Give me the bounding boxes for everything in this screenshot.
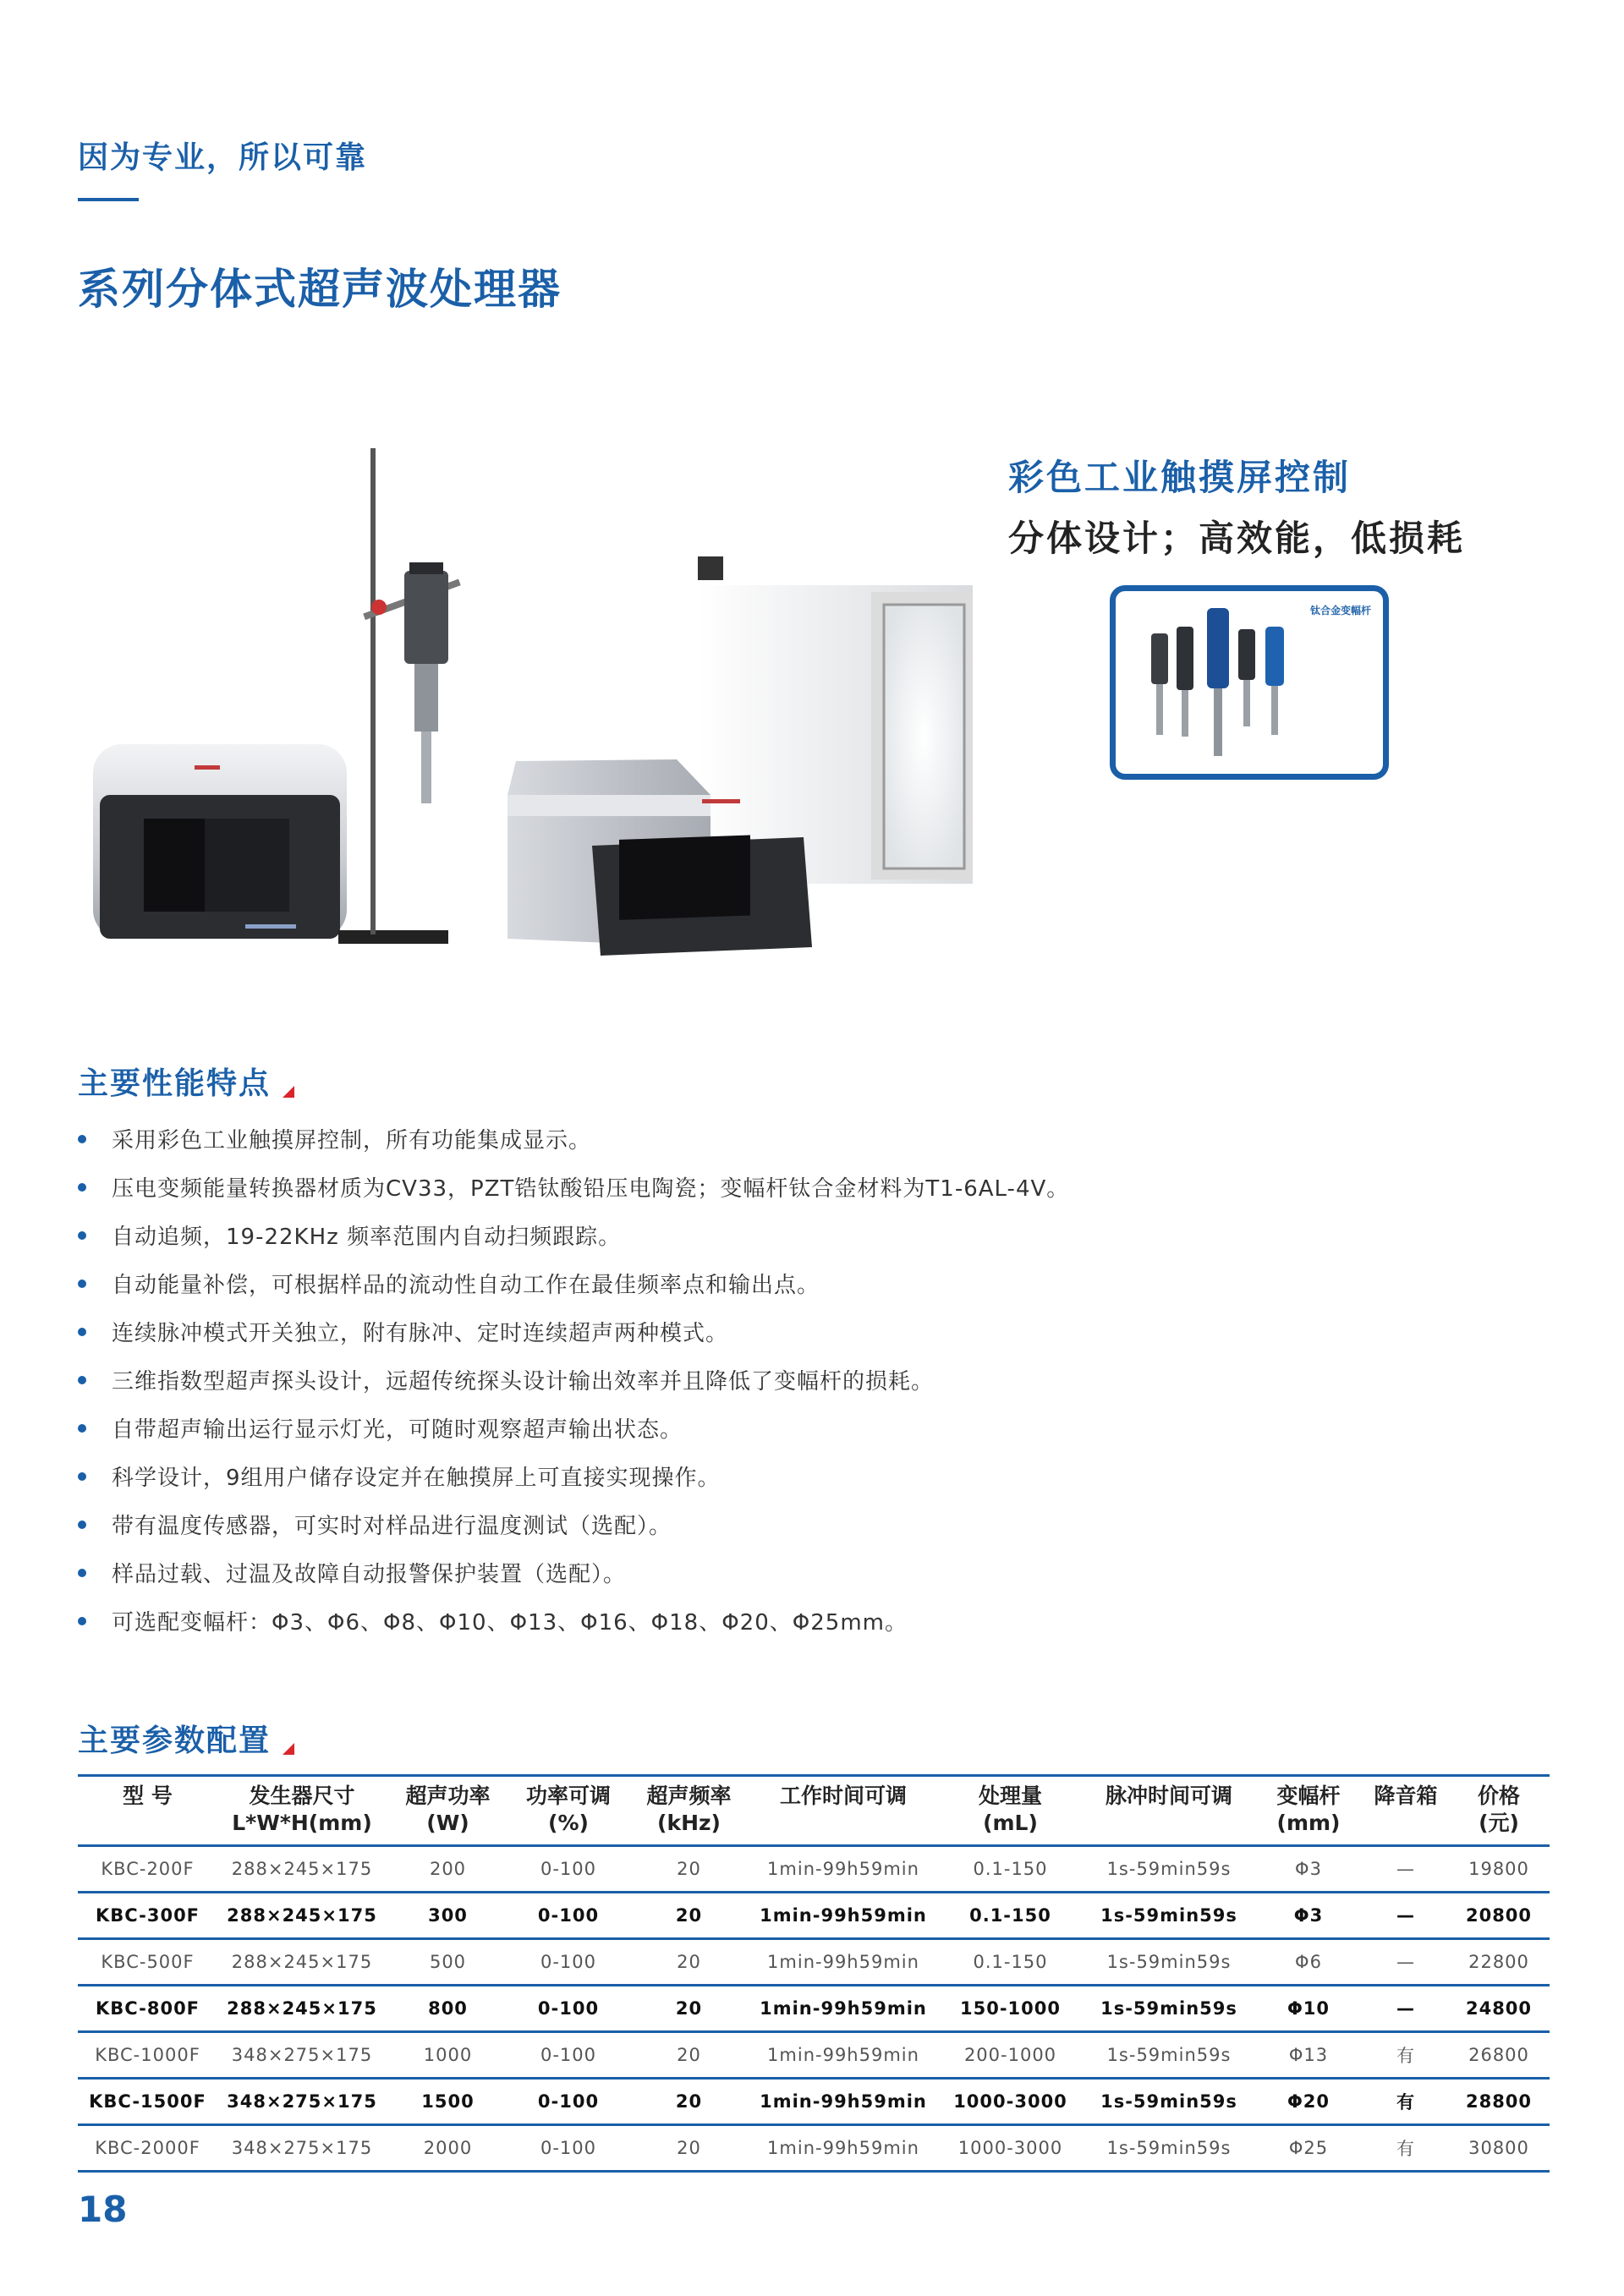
table-cell: 1min-99h59min — [760, 1904, 927, 1926]
table-cell: Φ6 — [1295, 1951, 1322, 1972]
table-cell: 348×275×175 — [227, 2091, 377, 2112]
table-cell: Φ25 — [1288, 2137, 1329, 2158]
table-cell: 20 — [675, 2091, 703, 2112]
bullet-icon — [78, 1280, 86, 1288]
bullet-icon — [78, 1521, 86, 1529]
table-cell: — — [1396, 1997, 1415, 2019]
table-row — [78, 1938, 1550, 1985]
list-item: 可选配变幅杆：Φ3、Φ6、Φ8、Φ10、Φ13、Φ16、Φ18、Φ20、Φ25mm。 — [78, 1597, 1558, 1645]
table-header-cell: 降音箱 — [1374, 1783, 1438, 1808]
table-row — [78, 2124, 1550, 2171]
table-cell: 288×245×175 — [227, 1904, 377, 1926]
table-cell: 1min-99h59min — [760, 1997, 927, 2019]
table-cell: 0-100 — [537, 1904, 600, 1926]
table-header-cell: 功率可调 (%) — [525, 1783, 611, 1836]
bullet-icon — [78, 1231, 86, 1240]
table-cell: 288×245×175 — [231, 1858, 373, 1879]
table-row — [78, 2078, 1550, 2124]
table-header-row — [78, 1776, 1550, 1845]
list-item: 样品过载、过温及故障自动报警保护装置（选配）。 — [78, 1548, 1558, 1597]
table-cell: 288×245×175 — [231, 1951, 373, 1972]
table-cell: KBC-200F — [101, 1858, 195, 1879]
table-cell: 0.1-150 — [969, 1904, 1051, 1926]
features-section-title — [78, 1060, 294, 1103]
product-photo — [85, 423, 1015, 981]
table-header-cell: 型 号 — [123, 1783, 173, 1808]
table-cell: 348×275×175 — [231, 2137, 373, 2158]
bullet-icon — [78, 1376, 86, 1384]
page-title: 系列分体式超声波处理器 — [78, 265, 562, 314]
generator-unit-left — [93, 744, 347, 939]
list-item: 压电变频能量转换器材质为CV33，PZT锆钛酸铅压电陶瓷；变幅杆钛合金材料为T1-6AL-4V。 — [78, 1163, 1558, 1211]
spec-table — [78, 1776, 1550, 2173]
table-cell: KBC-1000F — [95, 2044, 200, 2065]
probe-stand — [338, 448, 461, 944]
table-cell: 20 — [675, 1904, 703, 1926]
bullet-icon — [78, 1183, 86, 1192]
headline-design: 分体设计；高效能，低损耗 — [1008, 518, 1466, 559]
table-cell: 0-100 — [540, 1951, 597, 1972]
table-cell: 有 — [1396, 2045, 1415, 2066]
table-header-cell: 变幅杆 (mm) — [1276, 1783, 1341, 1836]
table-body — [78, 1845, 1550, 2171]
sound-enclosure — [698, 556, 973, 884]
triangle-marker-icon — [283, 1086, 294, 1098]
bullet-icon — [78, 1569, 86, 1577]
table-cell: 0.1-150 — [973, 1858, 1048, 1879]
tagline-rule — [78, 198, 139, 201]
table-cell: 1min-99h59min — [760, 2091, 927, 2112]
list-item: 连续脉冲模式开关独立，附有脉冲、定时连续超声两种模式。 — [78, 1307, 1558, 1356]
table-cell: 1s-59min59s — [1106, 1858, 1232, 1879]
table-cell: 1s-59min59s — [1106, 1951, 1232, 1972]
table-cell: 19800 — [1468, 1858, 1529, 1879]
tagline: 因为专业，所以可靠 — [78, 140, 368, 175]
list-item: 自带超声输出运行显示灯光，可随时观察超声输出状态。 — [78, 1404, 1558, 1452]
table-row — [78, 1845, 1550, 1892]
page-number: 18 — [78, 2189, 128, 2230]
spec-title-text: 主要参数配置 — [78, 1723, 272, 1758]
table-cell: 300 — [428, 1904, 468, 1926]
table-row — [78, 1985, 1550, 2031]
table-cell: 20800 — [1465, 1904, 1533, 1926]
table-cell: 288×245×175 — [227, 1997, 377, 2019]
table-cell: Φ20 — [1287, 2091, 1330, 2112]
table-header-cell: 价格 (元) — [1477, 1783, 1520, 1836]
table-cell: 1000-3000 — [953, 2091, 1067, 2112]
headline-touchscreen: 彩色工业触摸屏控制 — [1008, 457, 1352, 498]
table-cell: 26800 — [1468, 2044, 1529, 2065]
table-row — [78, 2031, 1550, 2078]
table-cell: 1min-99h59min — [767, 2044, 919, 2065]
list-item: 三维指数型超声探头设计，远超传统探头设计输出效率并且降低了变幅杆的损耗。 — [78, 1356, 1558, 1404]
table-cell: 150-1000 — [960, 1997, 1061, 2019]
features-title-text: 主要性能特点 — [78, 1066, 272, 1101]
table-cell: Φ3 — [1293, 1904, 1324, 1926]
table-header-cell: 脉冲时间可调 — [1105, 1783, 1232, 1808]
titanium-horns-image — [1116, 591, 1383, 774]
features-list — [78, 1115, 1558, 1645]
table-cell: 1500 — [421, 2091, 475, 2112]
table-cell: 1min-99h59min — [767, 1858, 919, 1879]
table-cell: 有 — [1396, 2138, 1415, 2159]
table-cell: KBC-300F — [95, 1904, 200, 1926]
horn-inset-photo — [1110, 585, 1389, 780]
table-cell: KBC-2000F — [95, 2137, 200, 2158]
table-cell: 20 — [677, 1951, 701, 1972]
list-item: 采用彩色工业触摸屏控制，所有功能集成显示。 — [78, 1115, 1558, 1163]
table-row — [78, 1892, 1550, 1938]
list-item: 带有温度传感器，可实时对样品进行温度测试（选配）。 — [78, 1500, 1558, 1548]
table-cell: 0-100 — [540, 2137, 597, 2158]
table-header-cell: 发生器尺寸 L*W*H(mm) — [232, 1783, 372, 1836]
table-cell: 0-100 — [540, 1858, 597, 1879]
table-header-cell: 工作时间可调 — [779, 1783, 907, 1808]
triangle-marker-icon — [283, 1743, 294, 1755]
table-cell: Φ10 — [1287, 1997, 1330, 2019]
table-header-cell: 处理量 (mL) — [978, 1783, 1042, 1836]
list-item: 自动追频，19-22KHz 频率范围内自动扫频跟踪。 — [78, 1211, 1558, 1259]
table-cell: 0-100 — [537, 1997, 600, 2019]
table-cell: 28800 — [1465, 2091, 1533, 2112]
table-header-cell: 超声频率 (kHz) — [646, 1783, 732, 1836]
table-cell: 1s-59min59s — [1100, 1904, 1237, 1926]
table-cell: KBC-500F — [101, 1951, 195, 1972]
table-cell: 1min-99h59min — [767, 2137, 919, 2158]
bullet-icon — [78, 1328, 86, 1336]
table-cell: — — [1396, 1904, 1415, 1926]
table-cell: 1s-59min59s — [1100, 2091, 1237, 2112]
table-cell: KBC-800F — [95, 1997, 200, 2019]
table-cell: 0-100 — [537, 2091, 600, 2112]
table-cell: — — [1396, 1951, 1415, 1972]
table-cell: 1s-59min59s — [1106, 2044, 1232, 2065]
table-cell: 有 — [1396, 2091, 1415, 2112]
table-cell: 200-1000 — [963, 2044, 1057, 2065]
table-cell: 20 — [677, 2044, 701, 2065]
table-cell: 2000 — [423, 2137, 473, 2158]
table-header-cell: 超声功率 (W) — [405, 1783, 491, 1836]
table-cell: 800 — [428, 1997, 468, 2019]
table-cell: 30800 — [1468, 2137, 1529, 2158]
table-cell: 20 — [675, 1997, 703, 2019]
list-item: 科学设计，9组用户储存设定并在触摸屏上可直接实现操作。 — [78, 1452, 1558, 1500]
table-cell: 1s-59min59s — [1106, 2137, 1232, 2158]
bullet-icon — [78, 1424, 86, 1433]
table-cell: KBC-1500F — [89, 2091, 206, 2112]
inset-label: 钛合金变幅杆 — [1309, 605, 1371, 616]
bullet-icon — [78, 1472, 86, 1481]
table-cell: 1min-99h59min — [767, 1951, 919, 1972]
table-cell: Φ3 — [1295, 1858, 1322, 1879]
table-cell: 22800 — [1468, 1951, 1529, 1972]
table-cell: Φ13 — [1288, 2044, 1329, 2065]
spec-section-title — [78, 1717, 294, 1760]
table-cell: 0.1-150 — [973, 1951, 1048, 1972]
table-cell: — — [1396, 1858, 1415, 1879]
bullet-icon — [78, 1617, 86, 1625]
table-cell: 1s-59min59s — [1100, 1997, 1237, 2019]
table-cell: 348×275×175 — [231, 2044, 373, 2065]
list-item: 自动能量补偿，可根据样品的流动性自动工作在最佳频率点和输出点。 — [78, 1259, 1558, 1307]
table-cell: 0-100 — [540, 2044, 597, 2065]
bullet-icon — [78, 1135, 86, 1143]
table-cell: 1000-3000 — [957, 2137, 1063, 2158]
table-cell: 24800 — [1465, 1997, 1533, 2019]
table-cell: 1000 — [423, 2044, 473, 2065]
table-cell: 20 — [677, 1858, 701, 1879]
table-cell: 500 — [429, 1951, 467, 1972]
table-cell: 20 — [677, 2137, 701, 2158]
table-cell: 200 — [429, 1858, 467, 1879]
